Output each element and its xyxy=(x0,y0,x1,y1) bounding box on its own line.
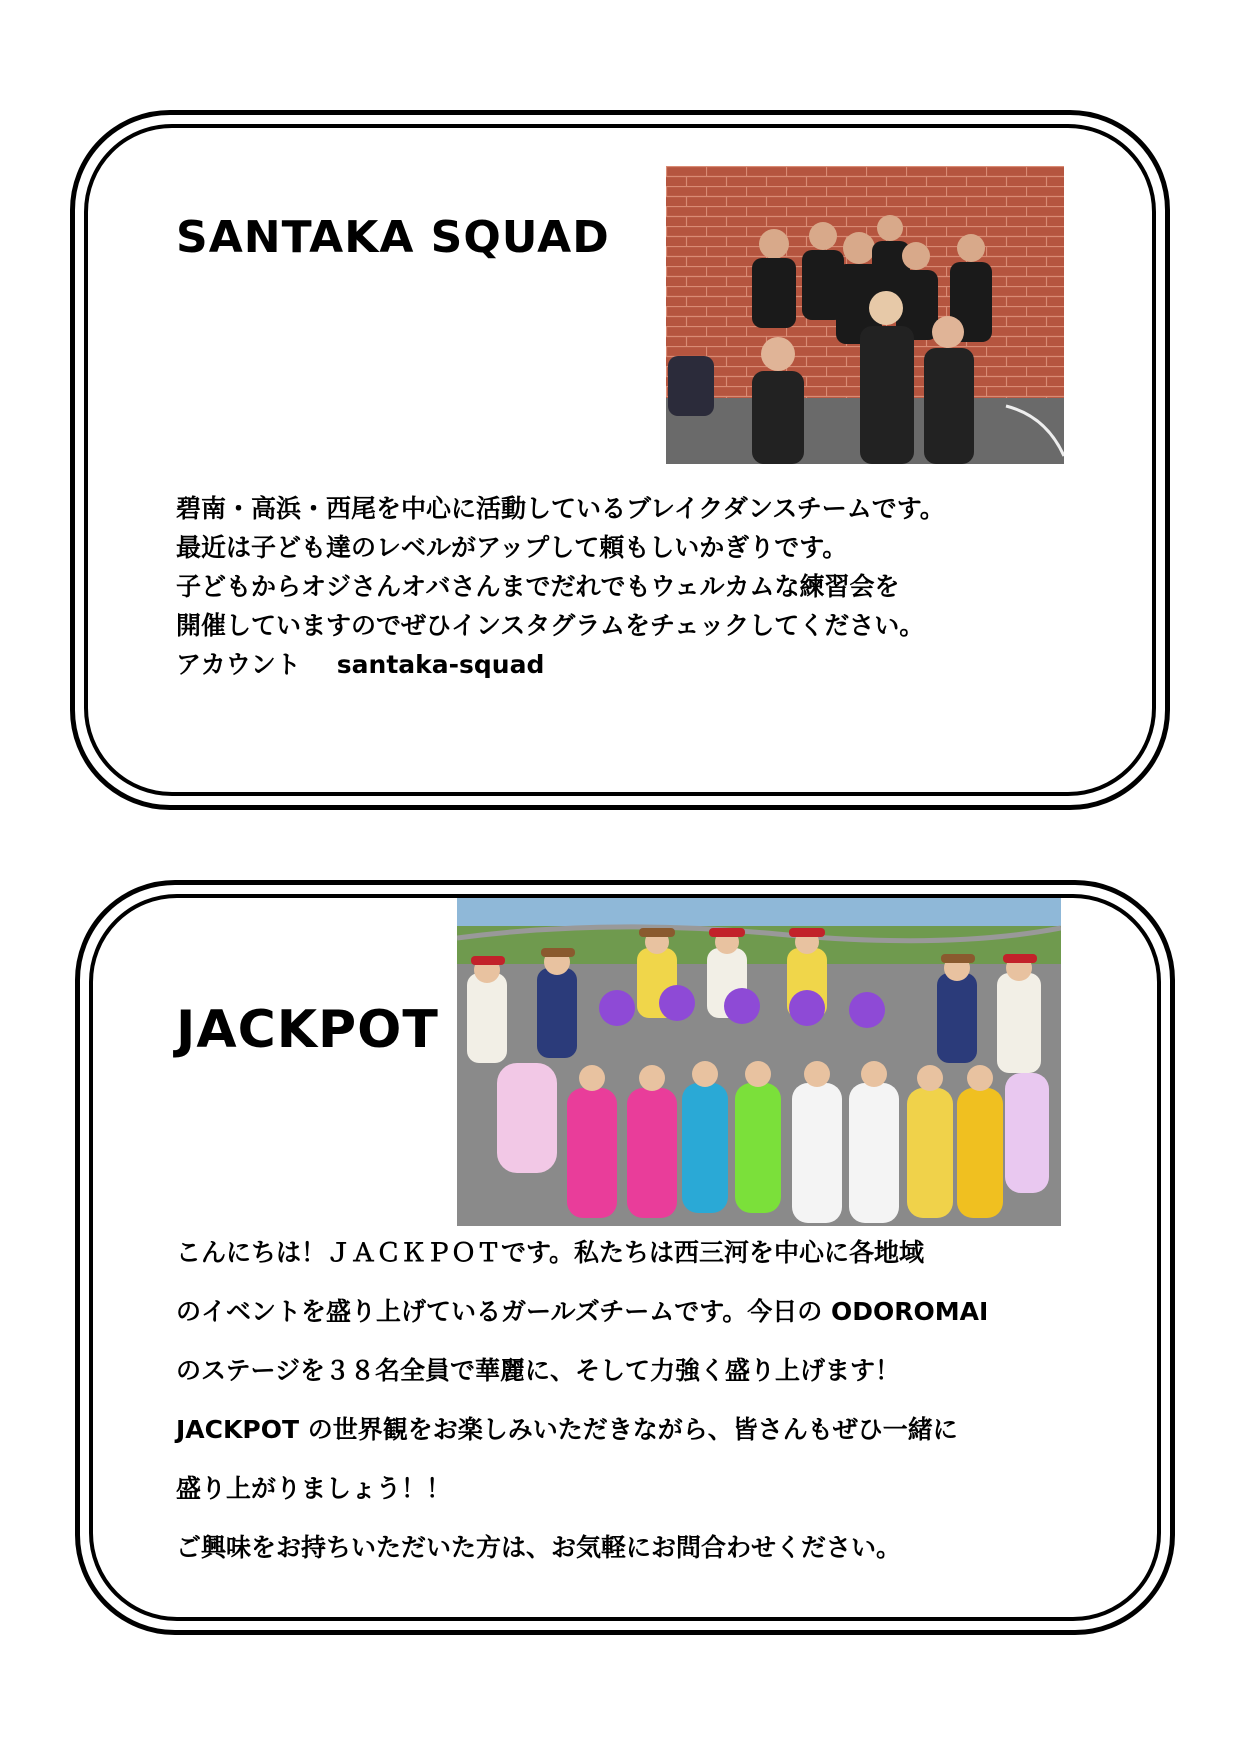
account-line xyxy=(176,645,1076,684)
description-line: ご興味をお持ちいただいた方は、お気軽にお問合わせください。 xyxy=(176,1533,902,1562)
team-title-santaka-squad: SANTAKA SQUAD xyxy=(176,212,610,263)
description-line: のステージを３８名全員で華麗に、そして力強く盛り上げます！ xyxy=(176,1356,901,1385)
jackpot-description xyxy=(176,1223,1076,1577)
description-line: 盛り上がりましょう！！ xyxy=(176,1474,452,1503)
description-line: 最近は子ども達のレベルがアップして頼もしいかぎりです。 xyxy=(176,533,848,562)
account-label: アカウント xyxy=(176,650,301,679)
account-handle: santaka-squad xyxy=(336,650,545,679)
description-line: JACKPOT の世界観をお楽しみいただきながら、皆さんもぜひ一緒に xyxy=(176,1415,958,1444)
description-line: 子どもからオジさんオバさんまでだれでもウェルカムな練習会を xyxy=(176,572,900,601)
jackpot-group-photo xyxy=(457,898,1061,1226)
description-line: 碧南・高浜・西尾を中心に活動しているブレイクダンスチームです。 xyxy=(176,494,945,523)
description-line: 開催していますのでぜひインスタグラムをチェックしてください。 xyxy=(176,611,925,640)
team-title-jackpot: JACKPOT xyxy=(176,1000,439,1060)
santaka-squad-group-photo xyxy=(666,166,1064,464)
description-line: こんにちは！ＪＡＣＫＰＯＴです。私たちは西三河を中心に各地域 xyxy=(176,1238,925,1267)
description-line: のイベントを盛り上げているガールズチームです。今日の ODOROMAI xyxy=(176,1297,989,1326)
santaka-squad-description xyxy=(176,489,1076,684)
